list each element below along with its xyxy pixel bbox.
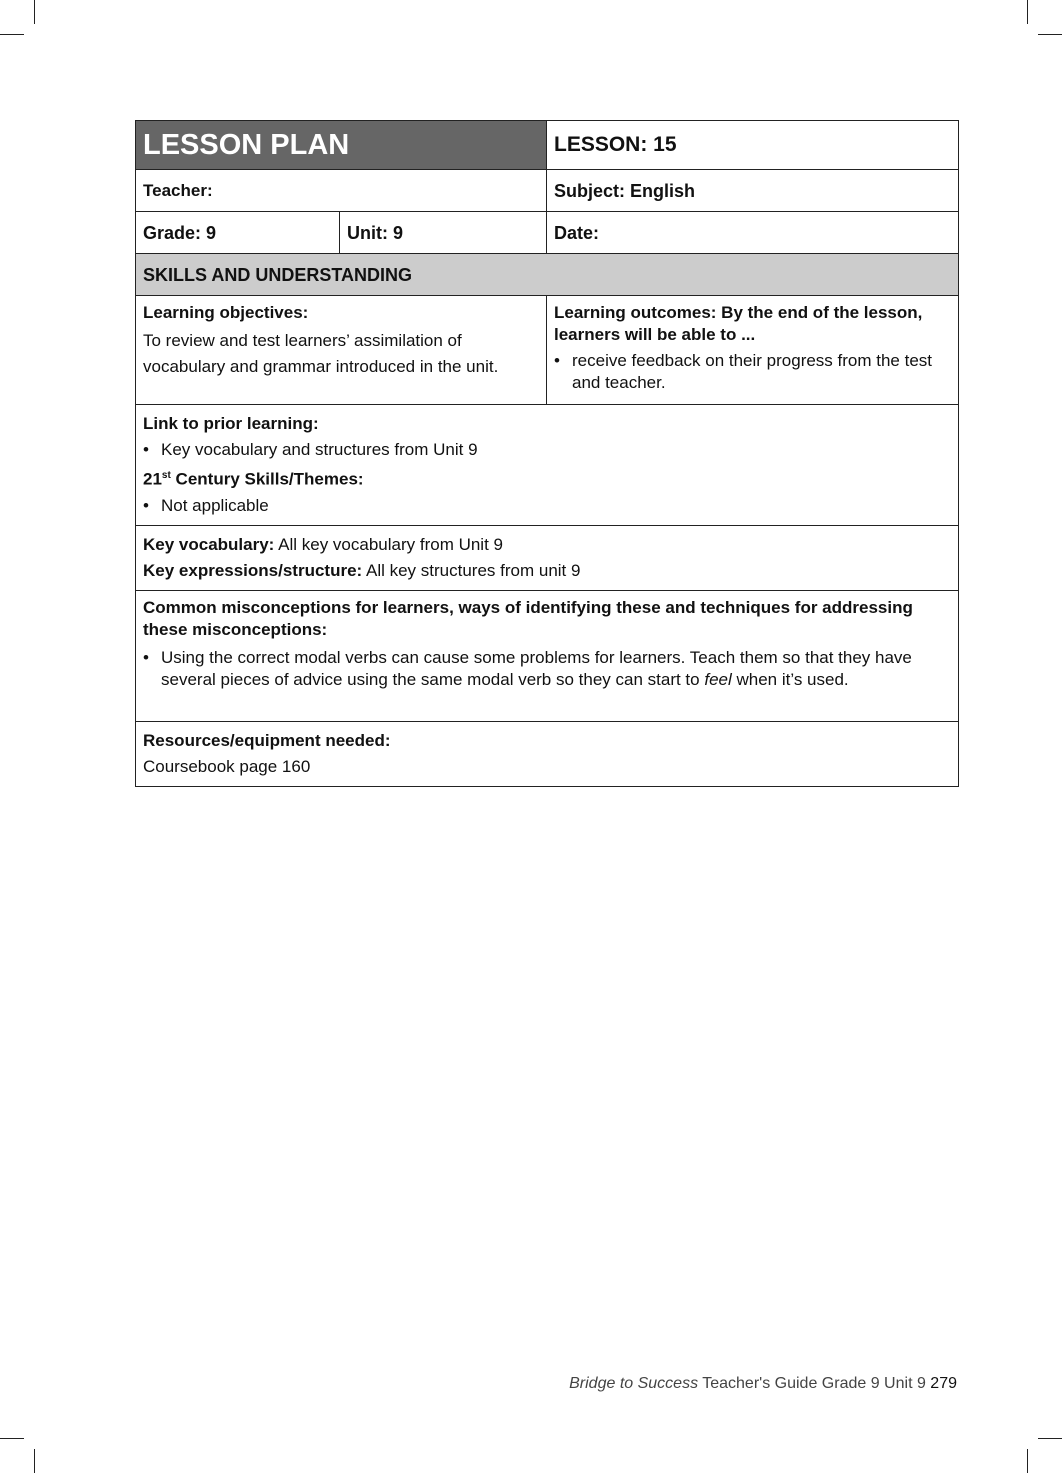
key-vocabulary-cell [136,525,959,590]
lesson-number: LESSON: 15 [547,121,959,170]
skills-label-number: 21 [143,469,162,489]
expr-text: All key structures from unit 9 [362,560,581,580]
vocab-text: All key vocabulary from Unit 9 [274,534,503,554]
prior-item: • Key vocabulary and structures from Unit 9 [161,437,951,463]
learning-outcomes-cell [547,296,959,405]
resources-label: Resources/equipment needed: [143,730,391,750]
page-number: 279 [930,1375,957,1392]
crop-mark [1038,34,1062,35]
unit-field: Unit: 9 [340,212,547,254]
section-heading: SKILLS AND UNDERSTANDING [136,254,959,296]
skills-item: • Not applicable [161,493,951,519]
resources-cell [136,721,959,786]
misconception-text-end: when it’s used. [731,669,849,689]
skills-label [143,463,951,493]
lesson-plan-table [135,120,959,787]
misconception-item [161,647,951,691]
lesson-plan-title: LESSON PLAN [136,121,547,170]
misconceptions-cell [136,590,959,721]
date-field: Date: [547,212,959,254]
crop-mark [34,1449,35,1473]
outcome-item: • receive feedback on their progress from the test and teacher. [572,350,951,394]
page-footer [569,1375,957,1393]
crop-mark [1038,1438,1062,1439]
learning-objectives-cell [136,296,547,405]
subject-field: Subject: English [547,170,959,212]
crop-mark [0,34,24,35]
teacher-field: Teacher: [136,170,547,212]
crop-mark [0,1438,24,1439]
guide-text: Teacher's Guide Grade 9 Unit 9 [698,1375,931,1392]
book-title: Bridge to Success [569,1375,699,1392]
prior-label: Link to prior learning: [143,414,319,433]
crop-mark [1027,1449,1028,1473]
vocab-label: Key vocabulary: [143,534,275,554]
expr-label: Key expressions/structure: [143,560,363,580]
resources-text: Coursebook page 160 [143,756,311,776]
crop-mark [1027,0,1028,24]
misconceptions-label: Common misconceptions for learners, ways of identifying these and techniques for addressing these misconceptions: [143,597,913,639]
outcomes-label: Learning outcomes: By the end of the lesson, learners will be able to ... [554,303,923,344]
skills-label-sup: st [161,470,171,481]
prior-learning-cell [136,405,959,526]
crop-mark [34,0,35,24]
objectives-text: To review and test learners’ assimilation of vocabulary and grammar introduced in the unit. [143,331,499,376]
grade-field: Grade: 9 [136,212,340,254]
objectives-label: Learning objectives: [143,303,309,322]
skills-label-text: Century Skills/Themes: [170,469,364,489]
misconception-text: Using the correct modal verbs can cause some problems for learners. Teach them so that they have several pieces of advice using the same modal verb so they can start to [161,647,912,689]
misconception-emphasis: feel [704,669,732,689]
